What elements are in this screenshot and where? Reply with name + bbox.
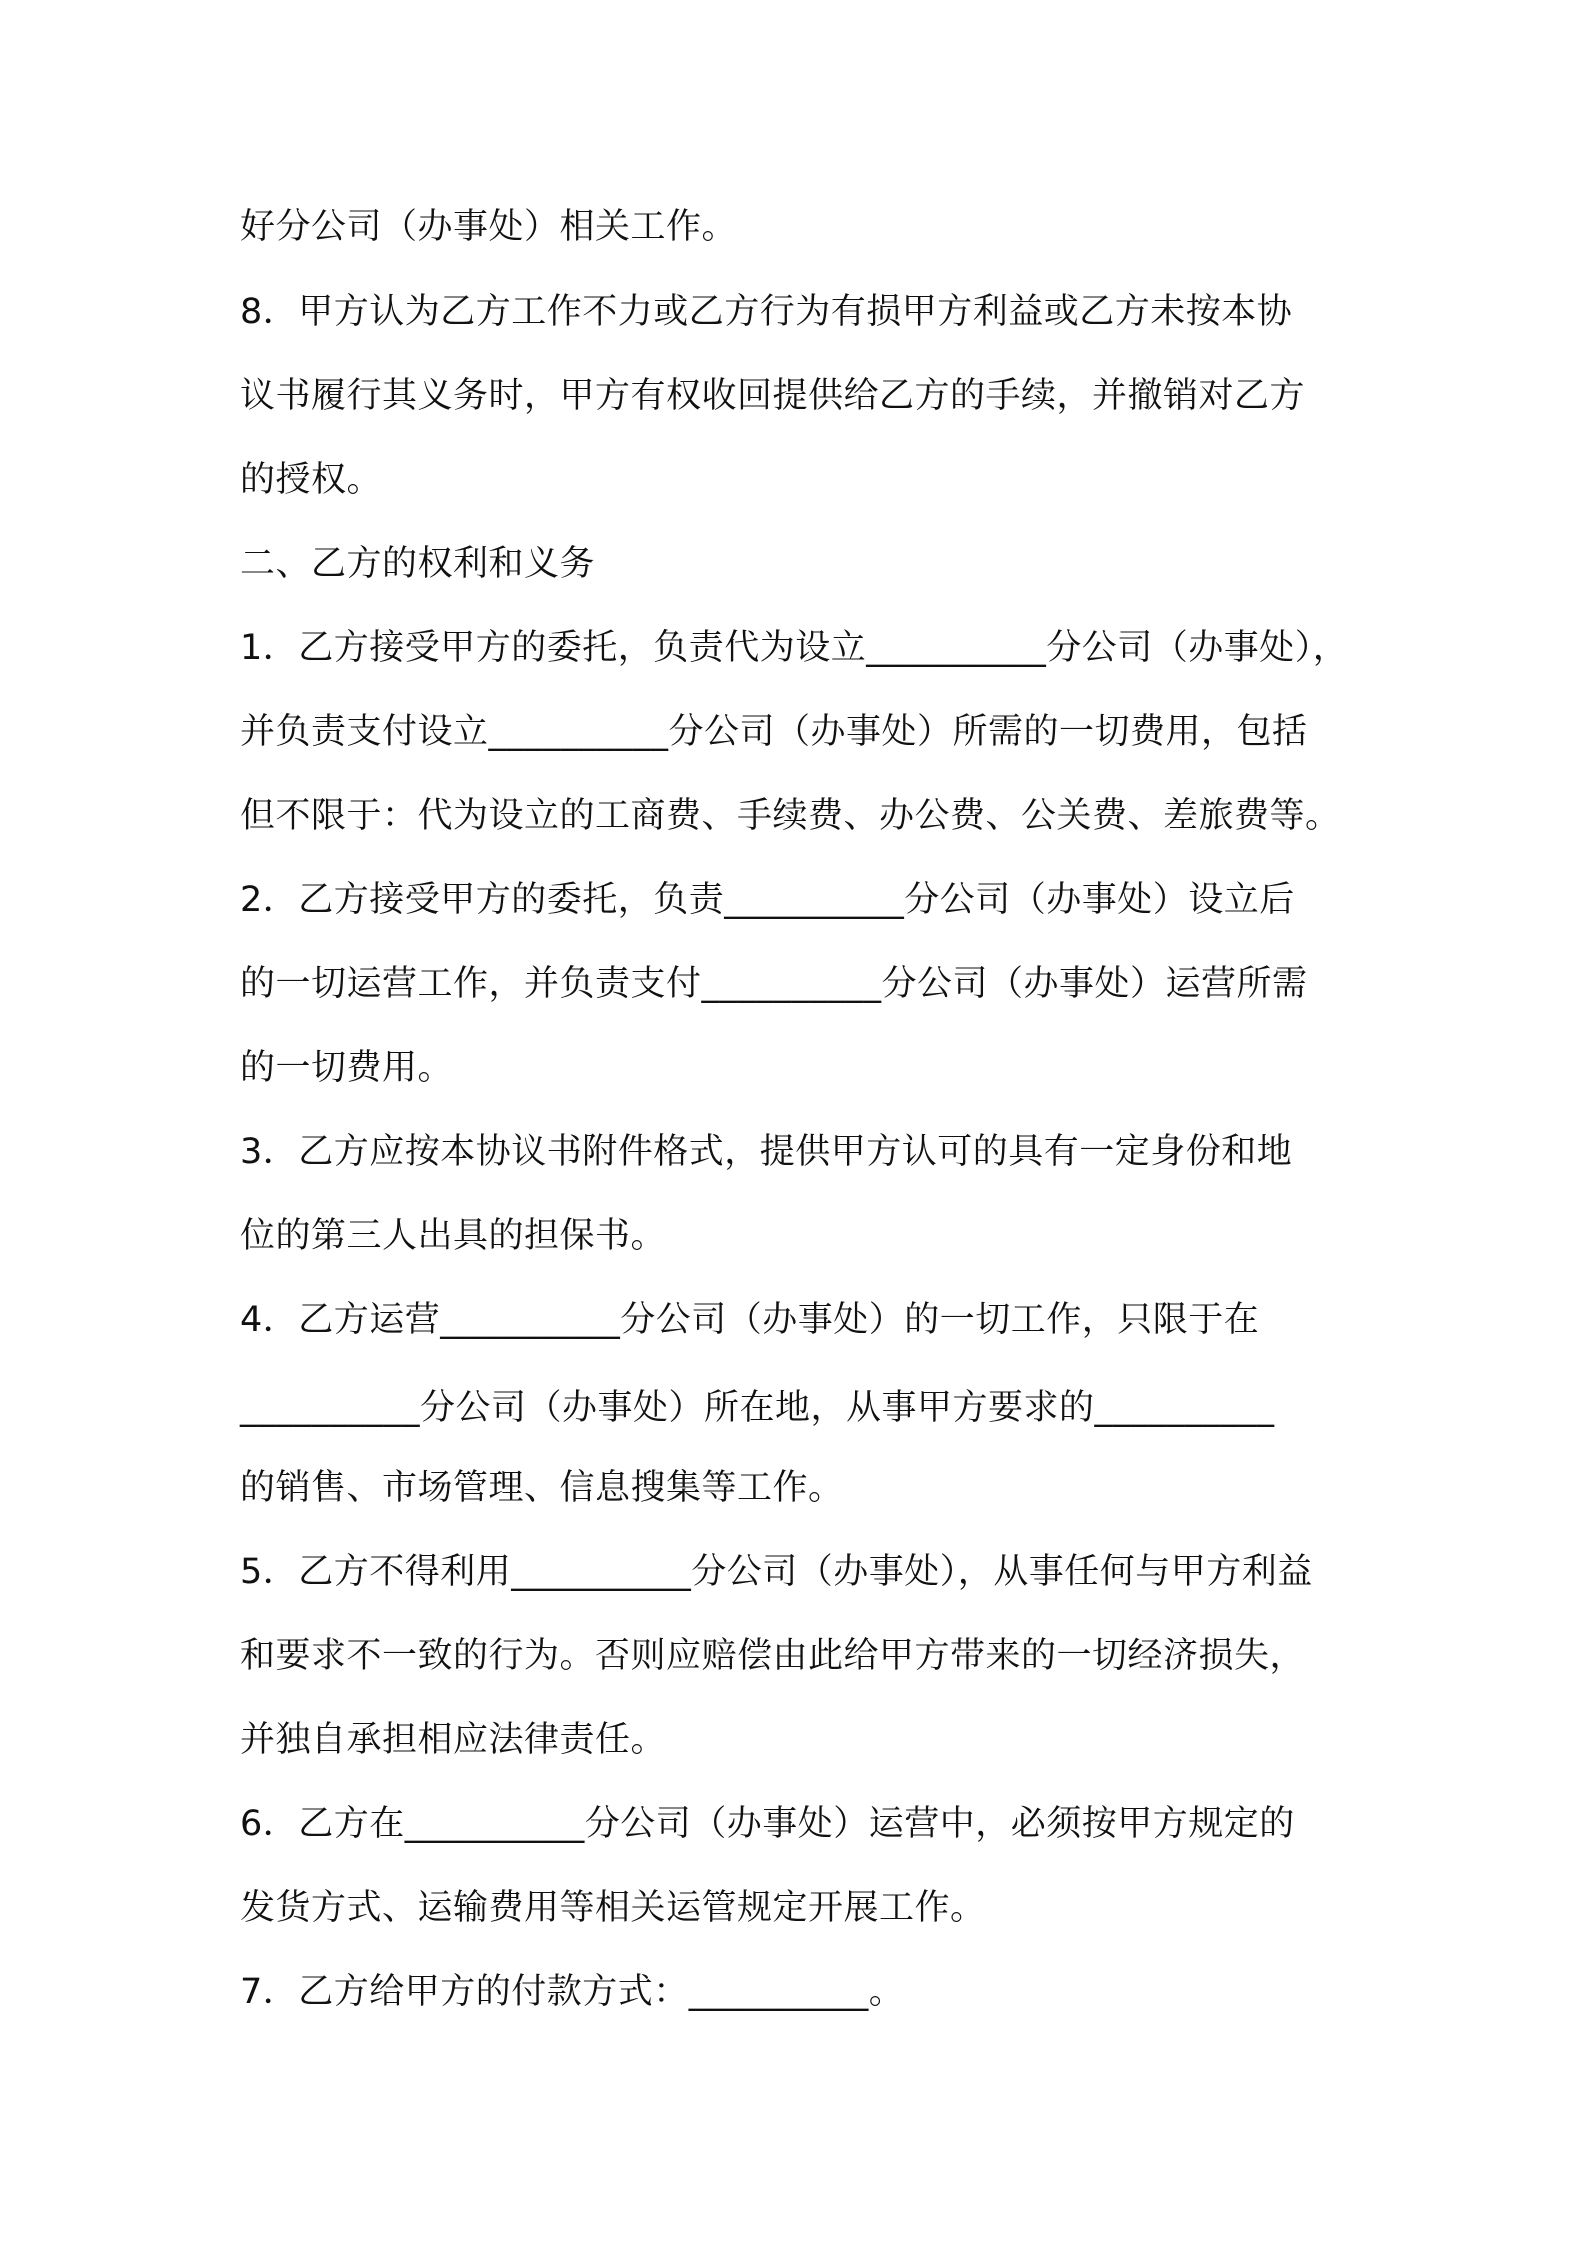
text-line: 5．乙方不得利用__________分公司（办事处），从事任何与甲方利益 — [240, 1552, 1313, 1592]
text-line: 6．乙方在__________分公司（办事处）运营中，必须按甲方规定的 — [240, 1804, 1295, 1844]
text-line: 位的第三人出具的担保书。 — [240, 1216, 667, 1256]
text-line: 议书履行其义务时，甲方有权收回提供给乙方的手续，并撤销对乙方 — [240, 376, 1306, 416]
text-line: 好分公司（办事处）相关工作。 — [240, 207, 738, 247]
text-line: 但不限于：代为设立的工商费、手续费、办公费、公关费、差旅费等。 — [240, 796, 1341, 836]
text-line: __________分公司（办事处）所在地，从事甲方要求的__________ — [240, 1388, 1275, 1428]
text-line: 1．乙方接受甲方的委托，负责代为设立__________分公司（办事处）， — [240, 628, 1349, 668]
text-line: 2．乙方接受甲方的委托，负责__________分公司（办事处）设立后 — [240, 880, 1295, 920]
text-line: 3．乙方应按本协议书附件格式，提供甲方认可的具有一定身份和地 — [240, 1132, 1293, 1172]
text-line: 并独自承担相应法律责任。 — [240, 1720, 667, 1760]
text-line: 发货方式、运输费用等相关运管规定开展工作。 — [240, 1888, 986, 1928]
text-line: 和要求不一致的行为。否则应赔偿由此给甲方带来的一切经济损失， — [240, 1636, 1306, 1676]
text-line: 8．甲方认为乙方工作不力或乙方行为有损甲方利益或乙方未按本协 — [240, 292, 1293, 332]
text-line: 的一切运营工作，并负责支付__________分公司（办事处）运营所需 — [240, 964, 1308, 1004]
section-heading: 二、乙方的权利和义务 — [240, 544, 596, 584]
text-line: 的销售、市场管理、信息搜集等工作。 — [240, 1468, 844, 1508]
text-line: 的授权。 — [240, 460, 383, 500]
text-line: 的一切费用。 — [240, 1048, 454, 1088]
text-line: 7．乙方给甲方的付款方式：__________。 — [240, 1972, 905, 2012]
text-line: 并负责支付设立__________分公司（办事处）所需的一切费用，包括 — [240, 712, 1308, 752]
text-line: 4．乙方运营__________分公司（办事处）的一切工作，只限于在 — [240, 1300, 1260, 1340]
